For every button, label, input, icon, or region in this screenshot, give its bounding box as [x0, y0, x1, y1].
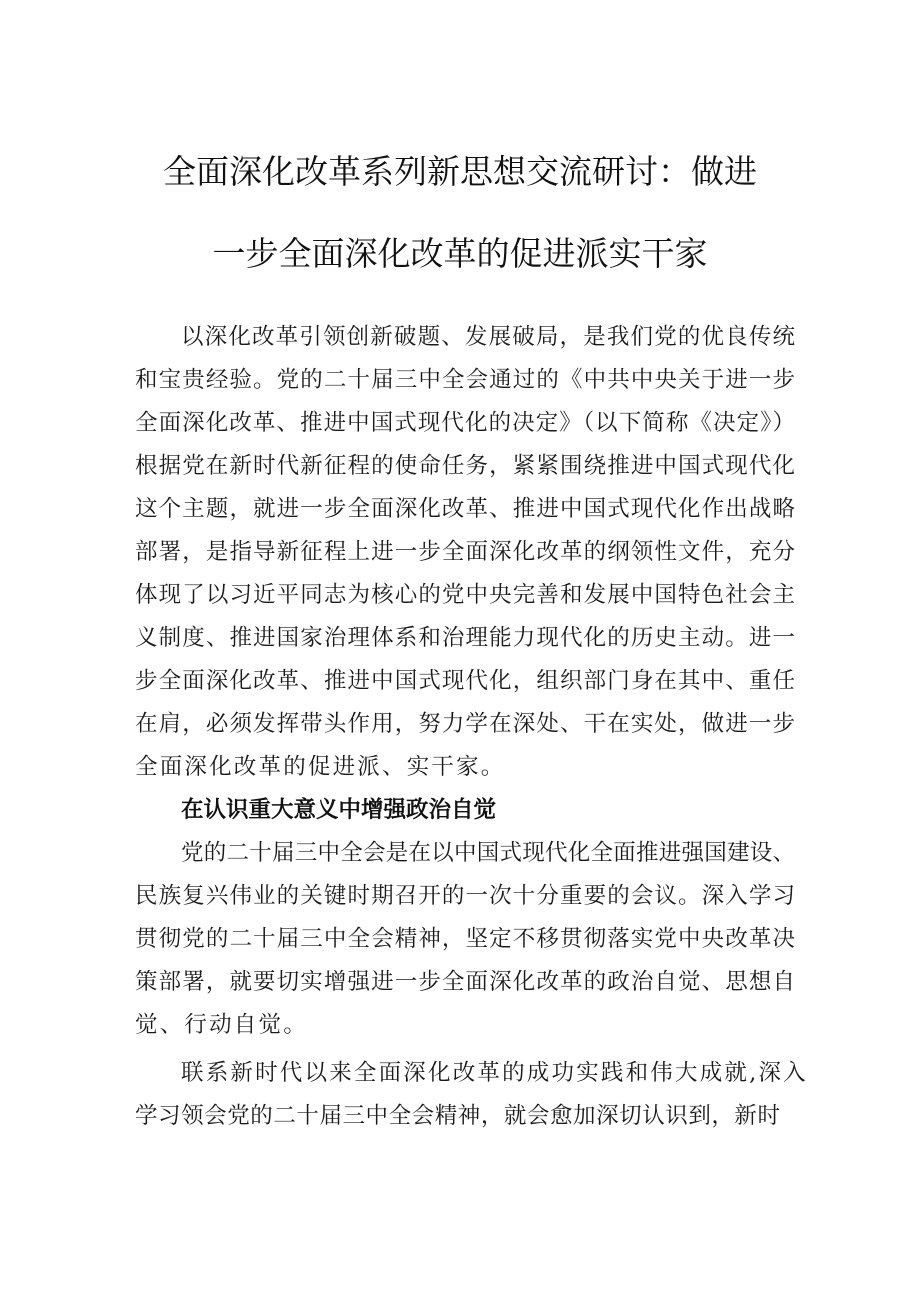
paragraph-3-line: 学习领会党的二十届三中全会精神，就会愈加深切认识到，新时: [135, 1103, 780, 1129]
paragraph-1-line: 体现了以习近平同志为核心的党中央完善和发展中国特色社会主: [135, 582, 795, 608]
paragraph-1-line: 全面深化改革、推进中国式现代化的决定》（以下简称《决定》）: [135, 410, 795, 436]
document-title-line-2: 一步全面深化改革的促进派实干家: [212, 234, 708, 273]
paragraph-2-line: 民族复兴伟业的关键时期召开的一次十分重要的会议。深入学习: [135, 883, 795, 909]
paragraph-1-line: 义制度、推进国家治理体系和治理能力现代化的历史主动。进一: [135, 625, 795, 651]
section-heading: 在认识重大意义中增强政治自觉: [181, 797, 497, 823]
paragraph-1-line: 步全面深化改革、推进中国式现代化，组织部门身在其中、重任: [135, 668, 795, 694]
paragraph-1-line: 这个主题，就进一步全面深化改革、推进中国式现代化作出战略: [135, 496, 795, 522]
paragraph-2-line: 策部署，就要切实增强进一步全面深化改革的政治自觉、思想自: [135, 969, 795, 995]
paragraph-1-line: 部署，是指导新征程上进一步全面深化改革的纲领性文件，充分: [135, 539, 795, 565]
paragraph-1-line: 以深化改革引领创新破题、发展破局，是我们党的优良传统: [181, 324, 795, 350]
paragraph-2-line: 党的二十届三中全会是在以中国式现代化全面推进强国建设、: [181, 840, 795, 866]
paragraph-2-line: 贯彻党的二十届三中全会精神，坚定不移贯彻落实党中央改革决: [135, 926, 795, 952]
paragraph-1-line: 在肩，必须发挥带头作用，努力学在深处、干在实处，做进一步: [135, 711, 795, 737]
paragraph-1-line: 和宝贵经验。党的二十届三中全会通过的《中共中央关于进一步: [135, 367, 795, 393]
paragraph-2-line: 觉、行动自觉。: [135, 1012, 308, 1038]
paragraph-3-line: 联系新时代以来全面深化改革的成功实践和伟大成就,深入: [181, 1060, 808, 1086]
paragraph-1-line: 根据党在新时代新征程的使命任务，紧紧围绕推进中国式现代化: [135, 453, 795, 479]
paragraph-1-line: 全面深化改革的促进派、实干家。: [135, 754, 506, 780]
document-title-line-1: 全面深化改革系列新思想交流研讨：做进: [163, 152, 757, 191]
